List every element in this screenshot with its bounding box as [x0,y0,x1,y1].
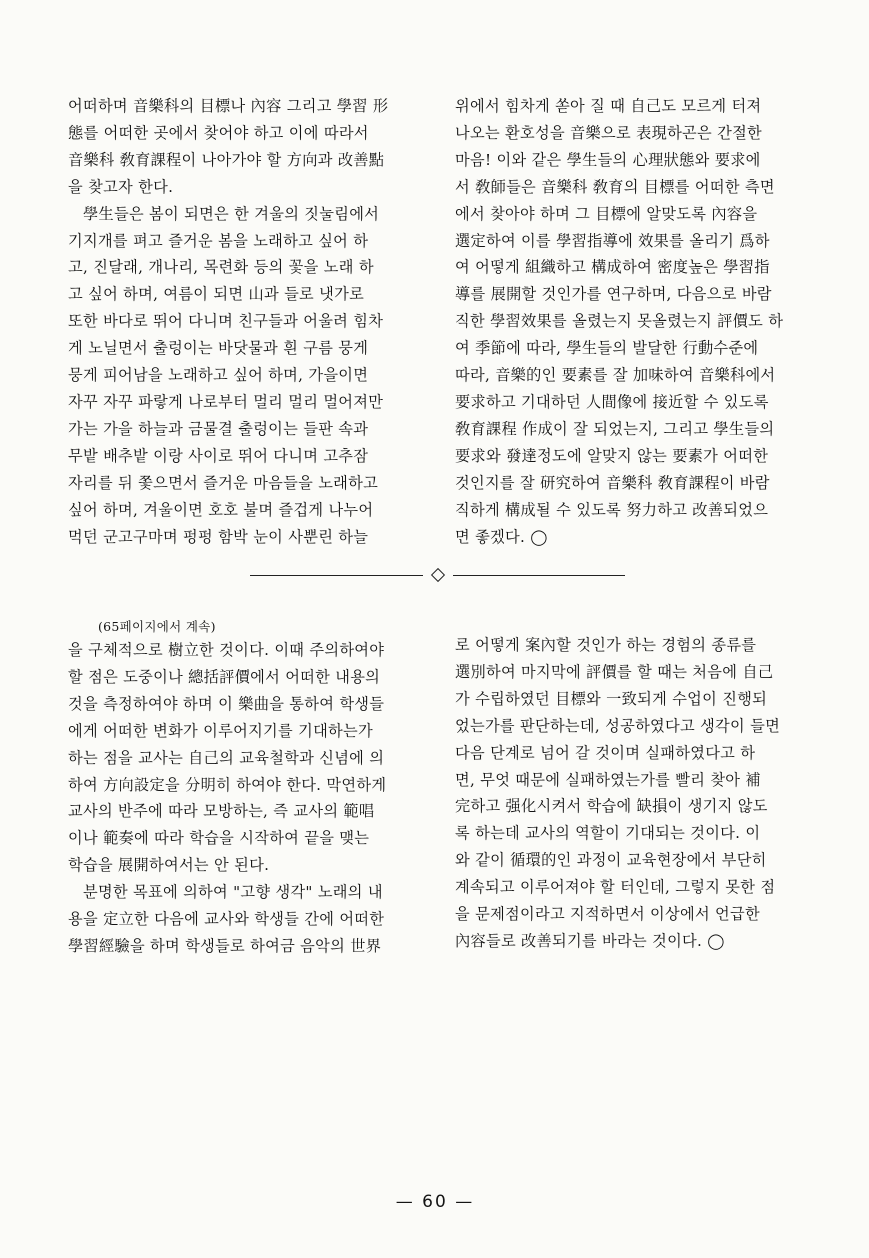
text-line: 것인지를 잘 研究하여 音樂科 敎育課程이 바람 [455,473,770,492]
text-line: 위에서 힘차게 쏟아 질 때 自己도 모르게 터져 [455,97,762,115]
text-line: 學生들은 봄이 되면은 한 겨울의 짓눌림에서 [83,204,380,223]
text-line: 무밭 배추밭 이랑 사이로 뛰어 다니며 고추잠 [68,446,369,465]
text-line: 을 문제점이라고 지적하면서 이상에서 언급한 [455,905,760,924]
text-line: 직한 學習效果를 올렸는지 못올렸는지 評價도 하 [455,312,784,331]
text-line: 었는가를 판단하는데, 성공하였다고 생각이 들면 [455,716,781,735]
text-line: 록 하는데 교사의 역할이 기대되는 것이다. 이 [455,824,761,843]
top-left-column [68,93,428,550]
text-line: 게 노닐면서 출렁이는 바닷물과 흰 구름 뭉게 [68,339,369,358]
text-line: 要求하고 기대하던 人間像에 接近할 수 있도록 [455,392,769,411]
bottom-right-column [455,632,825,955]
text-line: 가는 가을 하늘과 금물결 출렁이는 들판 속과 [68,419,369,438]
text-line: 또한 바다로 뛰어 다니며 친구들과 어울려 힘차 [68,312,384,331]
text-line: 에게 어떠한 변화가 이루어지기를 기대하는가 [68,721,373,740]
text-line: 內容들로 改善되기를 바라는 것이다. ◯ [455,931,725,950]
text-line: 따라, 音樂的인 要素를 잘 加味하여 音樂科에서 [455,366,776,385]
text-line: 자리를 뒤 쫓으면서 즐거운 마음들을 노래하고 [68,473,379,492]
text-line: 하여 方向設定을 分明히 하여야 한다. 막연하게 [68,775,387,794]
text-line: 뭉게 피어남을 노래하고 싶어 하며, 가을이면 [68,366,369,385]
bottom-left-column [68,617,430,960]
text-line: 마음! 이와 같은 學生들의 心理狀態와 要求에 [455,150,761,169]
text-line: 것을 측정하여야 하며 이 樂曲을 통하여 학생들 [68,694,385,713]
text-line: 고, 진달래, 개나리, 목련화 등의 꽃을 노래 하 [68,258,374,277]
section-divider [250,567,625,583]
text-line: 을 구체적으로 樹立한 것이다. 이때 주의하여야 [68,641,385,659]
text-line: 을 찾고자 한다. [68,177,174,196]
divider-rule-left [250,575,423,576]
text-line: 교사의 반주에 따라 모방하는, 즉 교사의 範唱 [68,802,375,821]
text-line: 할 점은 도중이나 總括評價에서 어떠한 내용의 [68,667,381,686]
text-line: 고 싶어 하며, 여름이 되면 山과 들로 냇가로 [68,285,365,304]
text-line: 분명한 목표에 의하여 "고향 생각" 노래의 내 [83,883,383,902]
text-line: 여 季節에 따라, 學生들의 발달한 行動수준에 [455,339,759,358]
text-line: 나오는 환호성을 音樂으로 表現하곤은 간절한 [455,123,763,142]
text-line: 싶어 하며, 겨울이면 호호 불며 즐겁게 나누어 [68,500,374,519]
text-line: 態를 어떠한 곳에서 찾어야 하고 이에 따라서 [68,123,369,142]
text-line: 로 어떻게 案內할 것인가 하는 경험의 종류를 [455,636,757,654]
text-line: 와 같이 循環的인 과정이 교육현장에서 부단히 [455,851,767,870]
text-line: 어떠하며 音樂科의 目標나 內容 그리고 學習 形 [68,97,389,115]
text-line: 서 敎師들은 音樂科 敎育의 目標를 어떠한 측면 [455,177,775,196]
text-line: 導를 展開할 것인가를 연구하며, 다음으로 바람 [455,285,772,304]
text-line: 敎育課程 作成이 잘 되었는지, 그리고 學生들의 [455,419,775,438]
text-line: 다음 단계로 넘어 갈 것이며 실패하였다고 하 [455,743,756,762]
text-line: 여 어떻게 組織하고 構成하여 密度높은 學習指 [455,258,770,277]
text-line: 기지개를 펴고 즐거운 봄을 노래하고 싶어 하 [68,231,369,250]
text-line: 選別하여 마지막에 評價를 할 때는 처음에 自己 [455,662,774,681]
text-line: 選定하여 이를 學習指導에 效果를 올리기 爲하 [455,231,770,250]
text-line: 직하게 構成될 수 있도록 努力하고 改善되었으 [455,500,769,519]
text-line: 學習經驗을 하며 학생들로 하여금 음악의 世界 [68,936,382,955]
text-line: 하는 점을 교사는 自己의 교육철학과 신념에 의 [68,748,385,767]
text-line: 면 좋겠다. ◯ [455,527,548,546]
top-right-column [455,93,825,550]
text-line: 音樂科 敎育課程이 나아가야 할 方向과 改善點 [68,150,385,169]
text-line: 完하고 强化시켜서 학습에 缺損이 생기지 않도 [455,797,768,816]
diamond-icon [430,568,444,582]
text-line: 학습을 展開하여서는 안 된다. [68,856,270,875]
text-line: 용을 定立한 다음에 교사와 학생들 간에 어떠한 [68,910,385,929]
text-line: 자꾸 자꾸 파랗게 나로부터 멀리 멀리 멀어져만 [68,392,384,411]
text-line: 면, 무엇 때문에 실패하였는가를 빨리 찾아 補 [455,770,761,789]
divider-rule-right [453,575,626,576]
text-line: 계속되고 이루어져야 할 터인데, 그렇지 못한 점 [455,878,776,897]
text-line: 에서 찾아야 하며 그 目標에 알맞도록 內容을 [455,204,758,223]
text-line: 이나 範奏에 따라 학습을 시작하여 끝을 맺는 [68,829,370,848]
continued-note: (65페이지에서 계속) [98,619,216,634]
text-line: 먹던 군고구마며 펑펑 함박 눈이 사뿐린 하늘 [68,527,369,546]
page-number: — 60 — [395,1192,475,1212]
text-line: 要求와 發達정도에 알맞지 않는 要素가 어떠한 [455,446,769,465]
text-line: 가 수립하였던 目標와 一致되게 수업이 진행되 [455,689,768,708]
